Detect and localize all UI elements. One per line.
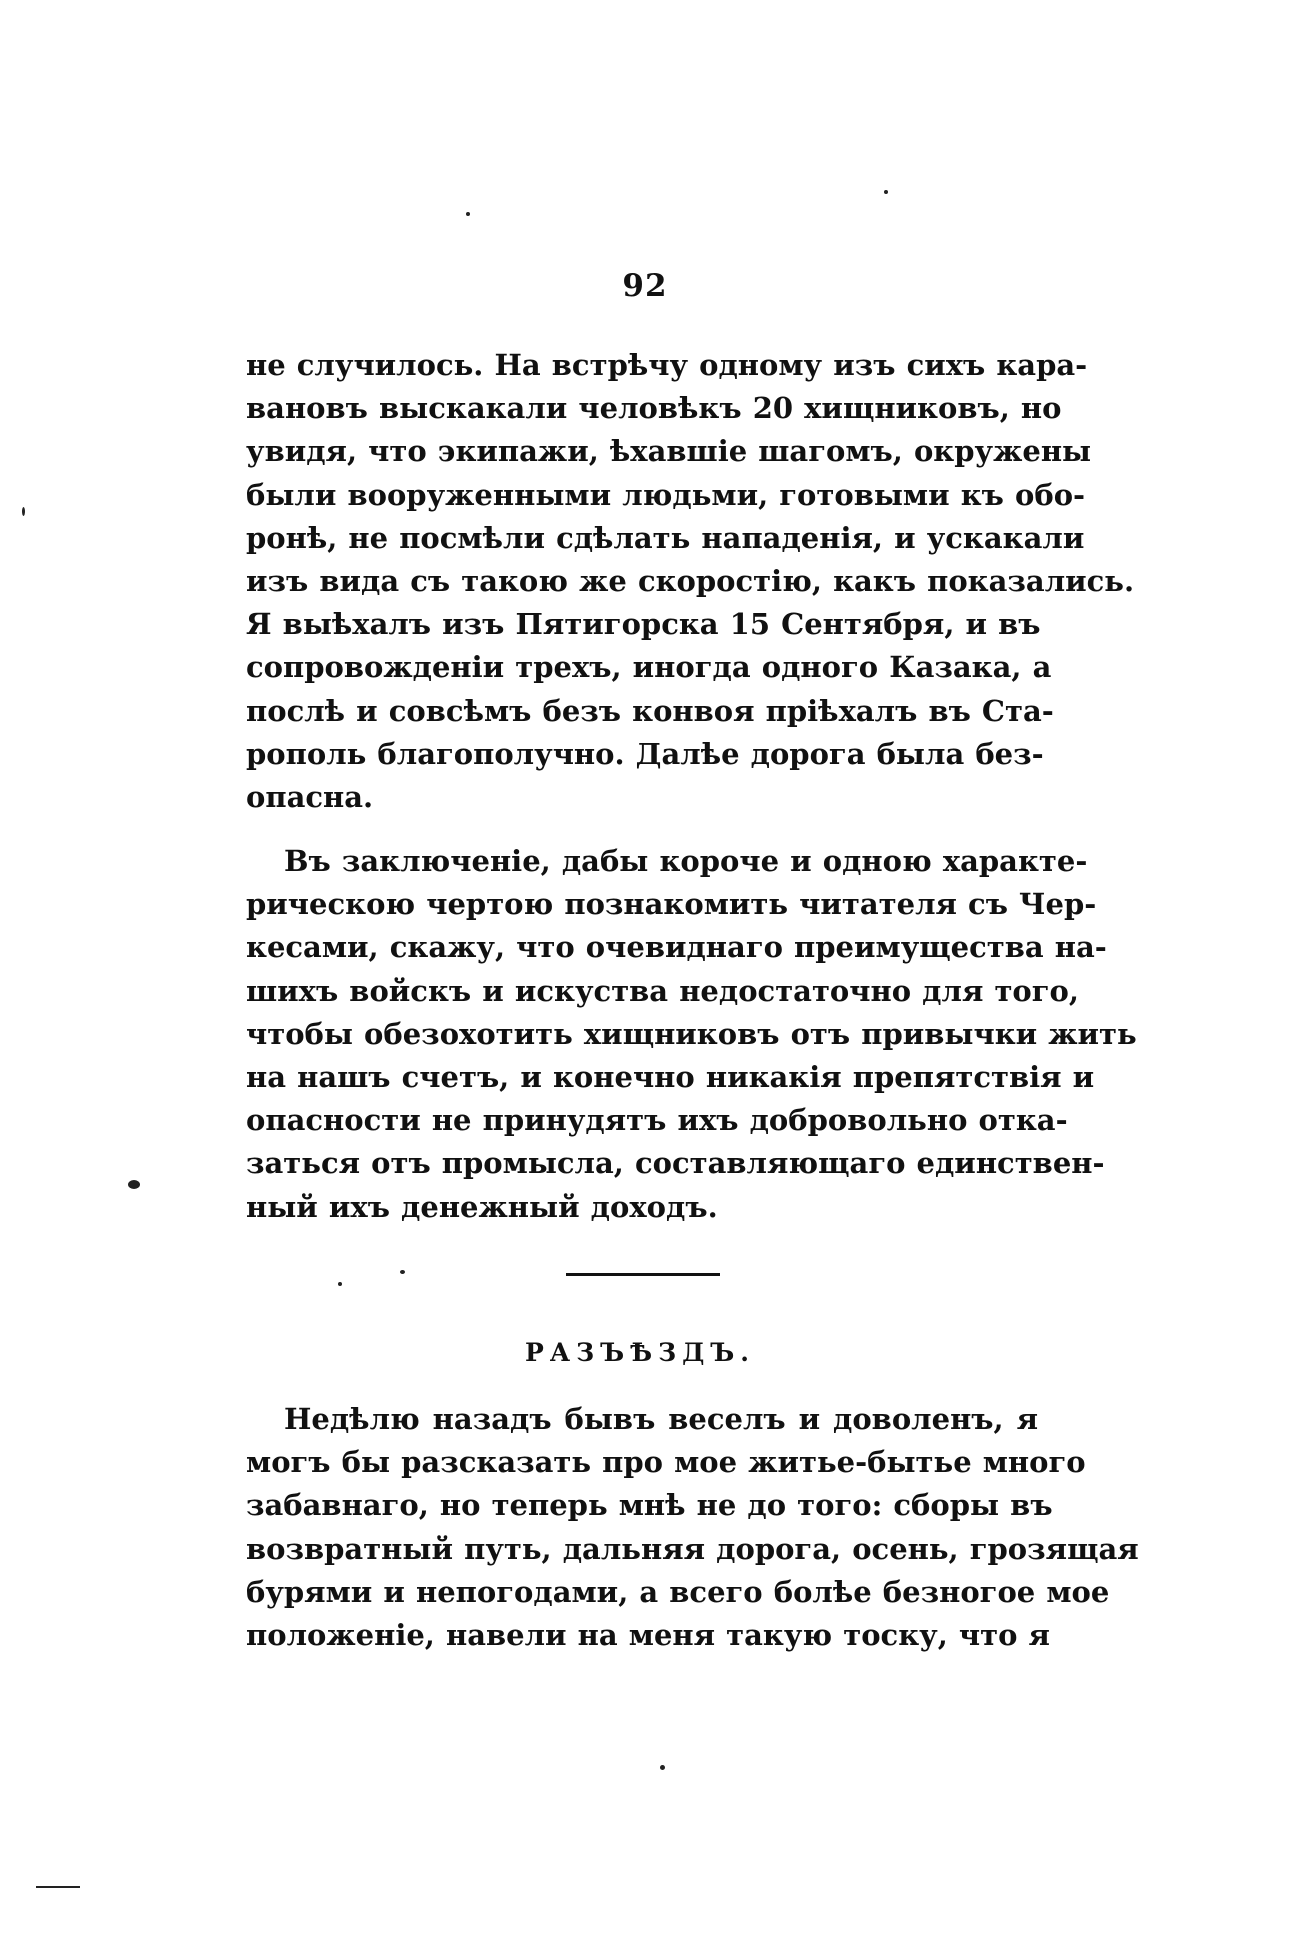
scan-speck [338, 1282, 342, 1286]
text-line: не случилось. На встрѣчу одному изъ сихъ кара- [246, 348, 1088, 382]
scan-speck [884, 190, 888, 194]
text-line: забавнаго, но теперь мнѣ не до того: сборы въ [246, 1488, 1053, 1523]
text-line: положенiе, навели на меня такую тоску, что я [246, 1617, 1050, 1652]
text-line: могъ бы разсказать про мое житье-бытье много [246, 1445, 1086, 1480]
text-line: рополь благополучно. Далѣе дорога была без- [246, 736, 1044, 771]
text-line: Я выѣхалъ изъ Пятигорска 15 Сентября, и въ [246, 607, 1041, 642]
text-line: шихъ войскъ и искуства недостаточно для того, [246, 973, 1079, 1008]
text-line: бурями и непогодами, а всего болѣе безногое мое [246, 1574, 1110, 1609]
text-line: Недѣлю назадъ бывъ веселъ и доволенъ, я [284, 1402, 1038, 1436]
page-number: 92 [622, 268, 668, 304]
text-line: вановъ выскакали человѣкъ 20 хищниковъ, но [246, 391, 1062, 426]
paragraph-section-start [246, 1398, 1139, 1657]
text-line: чтобы обезохотить хищниковъ отъ привычки жить [246, 1016, 1137, 1051]
scan-speck [400, 1270, 405, 1274]
text-line: заться отъ промысла, составляющаго единствен- [246, 1146, 1105, 1181]
scan-speck [466, 212, 470, 216]
text-line: опасности не принудятъ ихъ добровольно отка- [246, 1103, 1068, 1138]
text-line: были вооруженными людьми, готовыми къ обо- [246, 477, 1086, 512]
text-line: ронѣ, не посмѣли сдѣлать нападенiя, и ускакали [246, 520, 1085, 555]
text-line: возвратный путь, дальняя дорога, осень, грозящая [246, 1531, 1139, 1566]
text-line: на нашъ счетъ, и конечно никакiя препятствiя и [246, 1059, 1095, 1094]
scan-speck [22, 507, 25, 516]
text-line: послѣ и совсѣмъ безъ конвоя прiѣхалъ въ Ста- [246, 693, 1054, 728]
text-line: изъ вида съ такою же скоростiю, какъ показались. [246, 563, 1135, 598]
scan-speck [660, 1765, 665, 1770]
text-line: кесами, скажу, что очевиднаго преимущества на- [246, 930, 1107, 965]
text-line: ный ихъ денежный доходъ. [246, 1189, 718, 1224]
text-line: опасна. [246, 779, 374, 814]
section-title: РАЗЪѢЗДЪ. [525, 1338, 755, 1367]
scan-speck [128, 1180, 140, 1189]
scan-speck [36, 1886, 80, 1888]
text-line: увидя, что экипажи, ѣхавшiе шагомъ, окружены [246, 434, 1092, 469]
paragraph-conclusion [246, 840, 1137, 1229]
text-line: рическою чертою познакомить читателя съ Чер- [246, 887, 1097, 922]
text-line: Въ заключенiе, дабы короче и одною характе- [284, 844, 1088, 878]
section-divider [566, 1273, 720, 1276]
paragraph-continuation [246, 344, 1135, 819]
text-line: сопровожденiи трехъ, иногда одного Казака, а [246, 650, 1052, 685]
